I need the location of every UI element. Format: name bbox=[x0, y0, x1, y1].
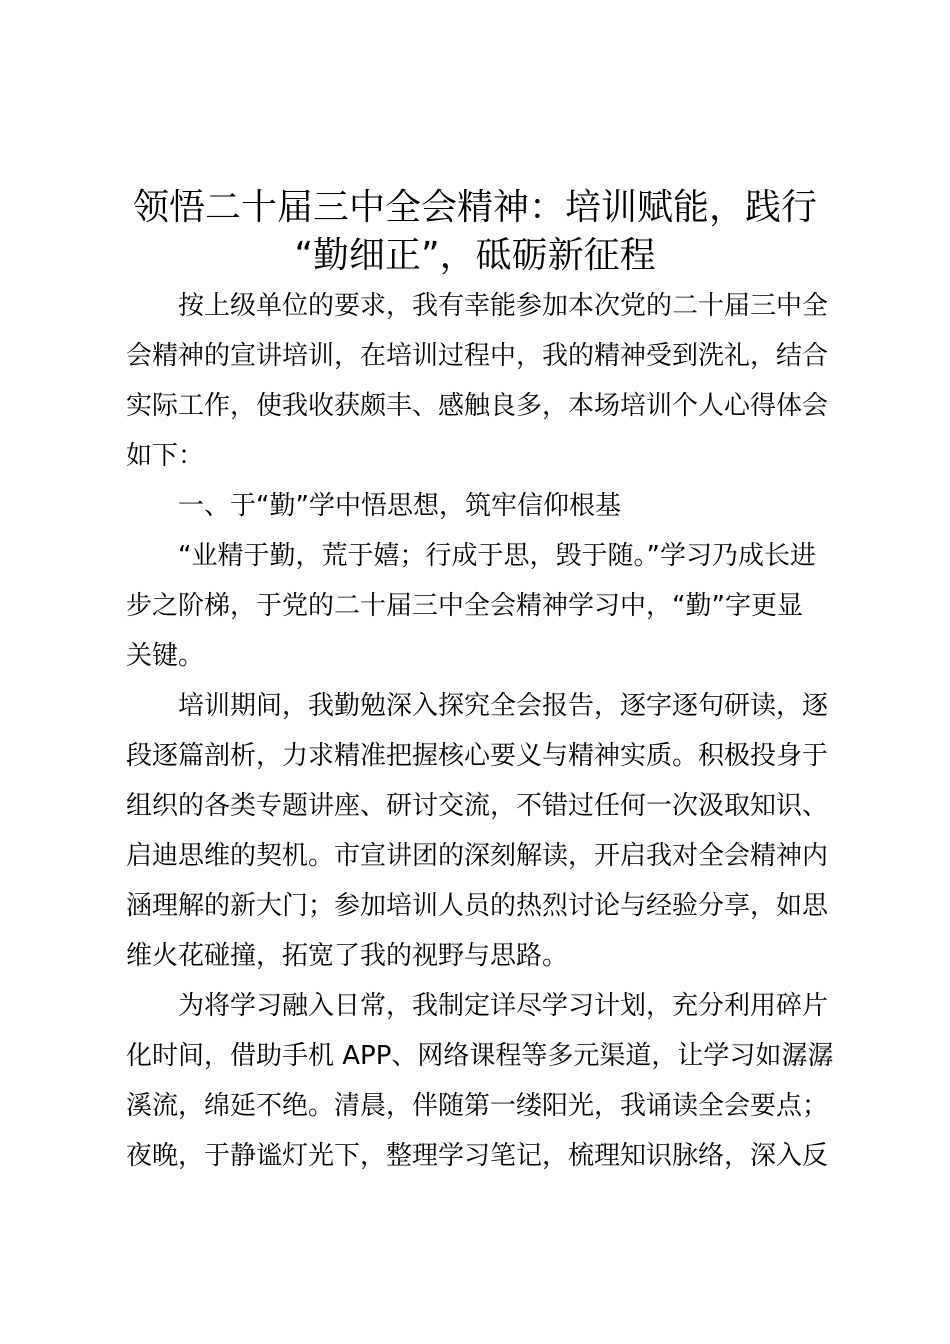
paragraph-line: “业精于勤，荒于嬉；行成于思，毁于随。”学习乃成长进 bbox=[178, 541, 816, 571]
paragraph-line: 溪流，绵延不绝。清晨，伴随第一缕阳光，我诵读全会要点； bbox=[126, 1091, 829, 1121]
paragraph-line: 夜晚，于静谧灯光下，整理学习笔记，梳理知识脉络，深入反 bbox=[126, 1141, 829, 1171]
paragraph-line: 实际工作，使我收获颇丰、感触良多，本场培训个人心得体会 bbox=[126, 391, 829, 421]
paragraph-line: 涵理解的新大门；参加培训人员的热烈讨论与经验分享，如思 bbox=[126, 891, 829, 921]
document-title-line-2: “勤细正”，砥砺新征程 bbox=[294, 235, 656, 276]
document-title-line-1: 领悟二十届三中全会精神：培训赋能，践行 bbox=[132, 187, 817, 228]
paragraph-line: 会精神的宣讲培训，在培训过程中，我的精神受到洗礼，结合 bbox=[126, 341, 829, 371]
section-heading: 一、于“勤”学中悟思想，筑牢信仰根基 bbox=[178, 491, 621, 521]
paragraph-line: 按上级单位的要求，我有幸能参加本次党的二十届三中全 bbox=[178, 291, 829, 321]
paragraph-line: 为将学习融入日常，我制定详尽学习计划，充分利用碎片 bbox=[178, 991, 829, 1021]
paragraph-line: 关键。 bbox=[126, 641, 205, 671]
paragraph-line: 如下： bbox=[126, 441, 205, 471]
paragraph-line: 组织的各类专题讲座、研讨交流，不错过任何一次汲取知识、 bbox=[126, 791, 829, 821]
paragraph-line: 化时间，借助手机 APP、网络课程等多元渠道，让学习如潺潺 bbox=[126, 1041, 834, 1071]
paragraph-line: 启迪思维的契机。市宣讲团的深刻解读，开启我对全会精神内 bbox=[126, 841, 829, 871]
paragraph-line: 步之阶梯，于党的二十届三中全会精神学习中，“勤”字更显 bbox=[126, 591, 803, 621]
paragraph-line: 培训期间，我勤勉深入探究全会报告，逐字逐句研读，逐 bbox=[178, 691, 829, 721]
paragraph-line: 段逐篇剖析，力求精准把握核心要义与精神实质。积极投身于 bbox=[126, 741, 829, 771]
paragraph-line: 维火花碰撞，拓宽了我的视野与思路。 bbox=[126, 941, 569, 971]
